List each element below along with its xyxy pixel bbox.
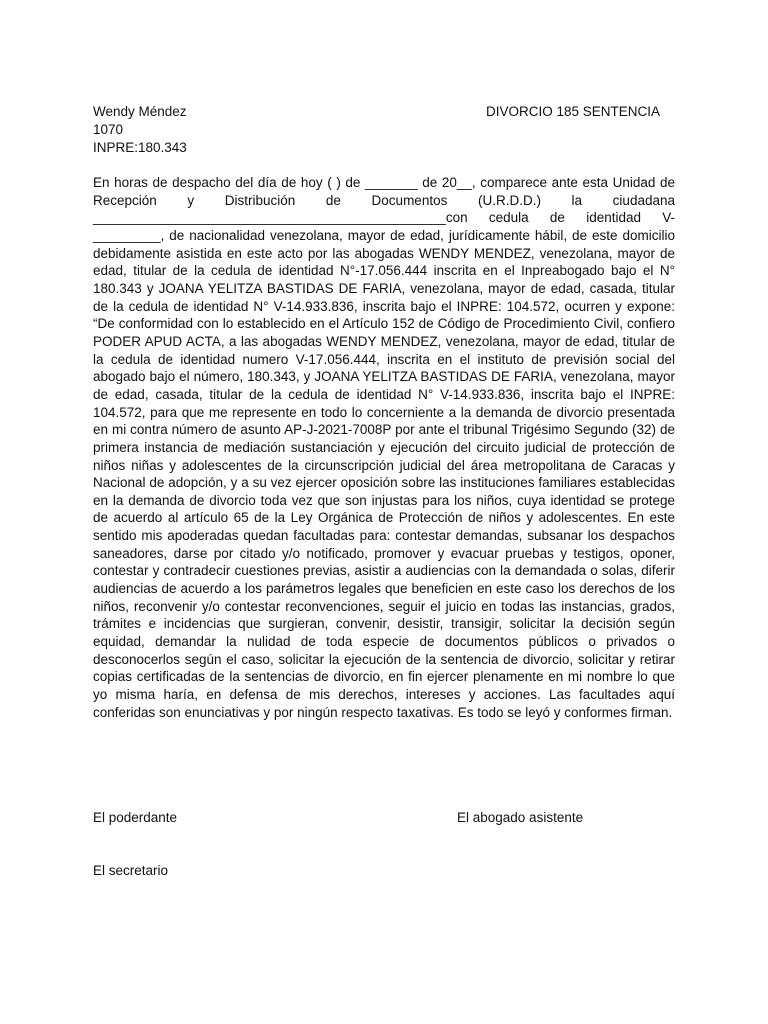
signature-poderdante: El poderdante — [93, 810, 178, 825]
signature-secretario: El secretario — [93, 863, 169, 878]
author-code: 1070 — [93, 122, 124, 137]
author-inpre: INPRE:180.343 — [93, 140, 187, 155]
document-body-paragraph: En horas de despacho del día de hoy ( ) de _______ de 20__, comparece ante esta Unidad de Recepción y Distribución de Documentos (U.R.D.D.) la ciudadana _______________________________________________con cedula de identidad V-_________, de nacionalidad venezolana, mayor de edad, jurídicamente hábil, de este domicilio debidamente asistida en este acto por las abogadas WENDY MENDEZ, venezolana, mayor de edad, titular de la cedula de identidad N°-17.056.444 inscrita en el Inpreabogado bajo el N° 180.343 y JOANA YELITZA BASTIDAS DE FARIA, venezolana, mayor de edad, casada, titular de la cedula de identidad N° V-14.933.836, inscrita bajo el INPRE: 104.572, ocurren y expone: “De conformidad con lo establecido en el Artículo 152 de Código de Procedimiento Civil, confiero PODER APUD ACTA, a las abogadas WENDY MENDEZ, venezolana, mayor de edad, titular de la cedula de identidad numero V-17.056.444, inscrita en el instituto de previsión social del abogado bajo el número, 180.343, y JOANA YELITZA BASTIDAS DE FARIA, venezolana, mayor de edad, casada, titular de la cedula de identidad N° V-14.933.836, inscrita bajo el INPRE: 104.572, para que me represente en todo lo concerniente a la demanda de divorcio presentada en mi contra número de asunto AP-J-2021-7008P por ante el tribunal Trigésimo Segundo (32) de primera instancia de mediación sustanciación y ejecución del circuito judicial de protección de niños niñas y adolescentes de la circunscripción judicial del área metropolitana de Caracas y Nacional de adopción, y a su vez ejercer oposición sobre las instituciones familiares establecidas en la demanda de divorcio toda vez que son injustas para los niños, cuya identidad se protege de acuerdo al artículo 65 de la Ley Orgánica de Protección de niños y adolescentes. En este sentido mis apoderadas quedan facultadas para: contestar demandas, subsanar los despachos saneadores, darse por citado y/o notificado, promover y evacuar pruebas y testigos, oponer, contestar y contradecir cuestiones previas, asistir a audiencias con la demandada o solas, diferir audiencias de acuerdo a los parámetros legales que beneficien en este caso los derechos de los niños, reconvenir y/o contestar reconvenciones, seguir el juicio en todas las instancias, grados, trámites e incidencias que surgieran, convenir, desistir, transigir, solicitar la decisión según equidad, demandar la nulidad de toda especie de documentos públicos o privados o desconocerlos según el caso, solicitar la ejecución de la sentencia de divorcio, solicitar y retirar copias certificadas de la sentencias de divorcio, en fin ejercer plenamente en mi nombre lo que yo misma haría, en defensa de mis derechos, intereses y acciones. Las facultades aquí conferidas son enunciativas y por ningún respecto taxativas. Es todo se leyó y conformes firman. — [93, 175, 675, 720]
header-row — [93, 103, 677, 121]
case-title: DIVORCIO 185 SENTENCIA — [486, 104, 661, 119]
author-name: Wendy Méndez — [93, 104, 187, 119]
signature-abogado-asistente: El abogado asistente — [457, 810, 584, 825]
